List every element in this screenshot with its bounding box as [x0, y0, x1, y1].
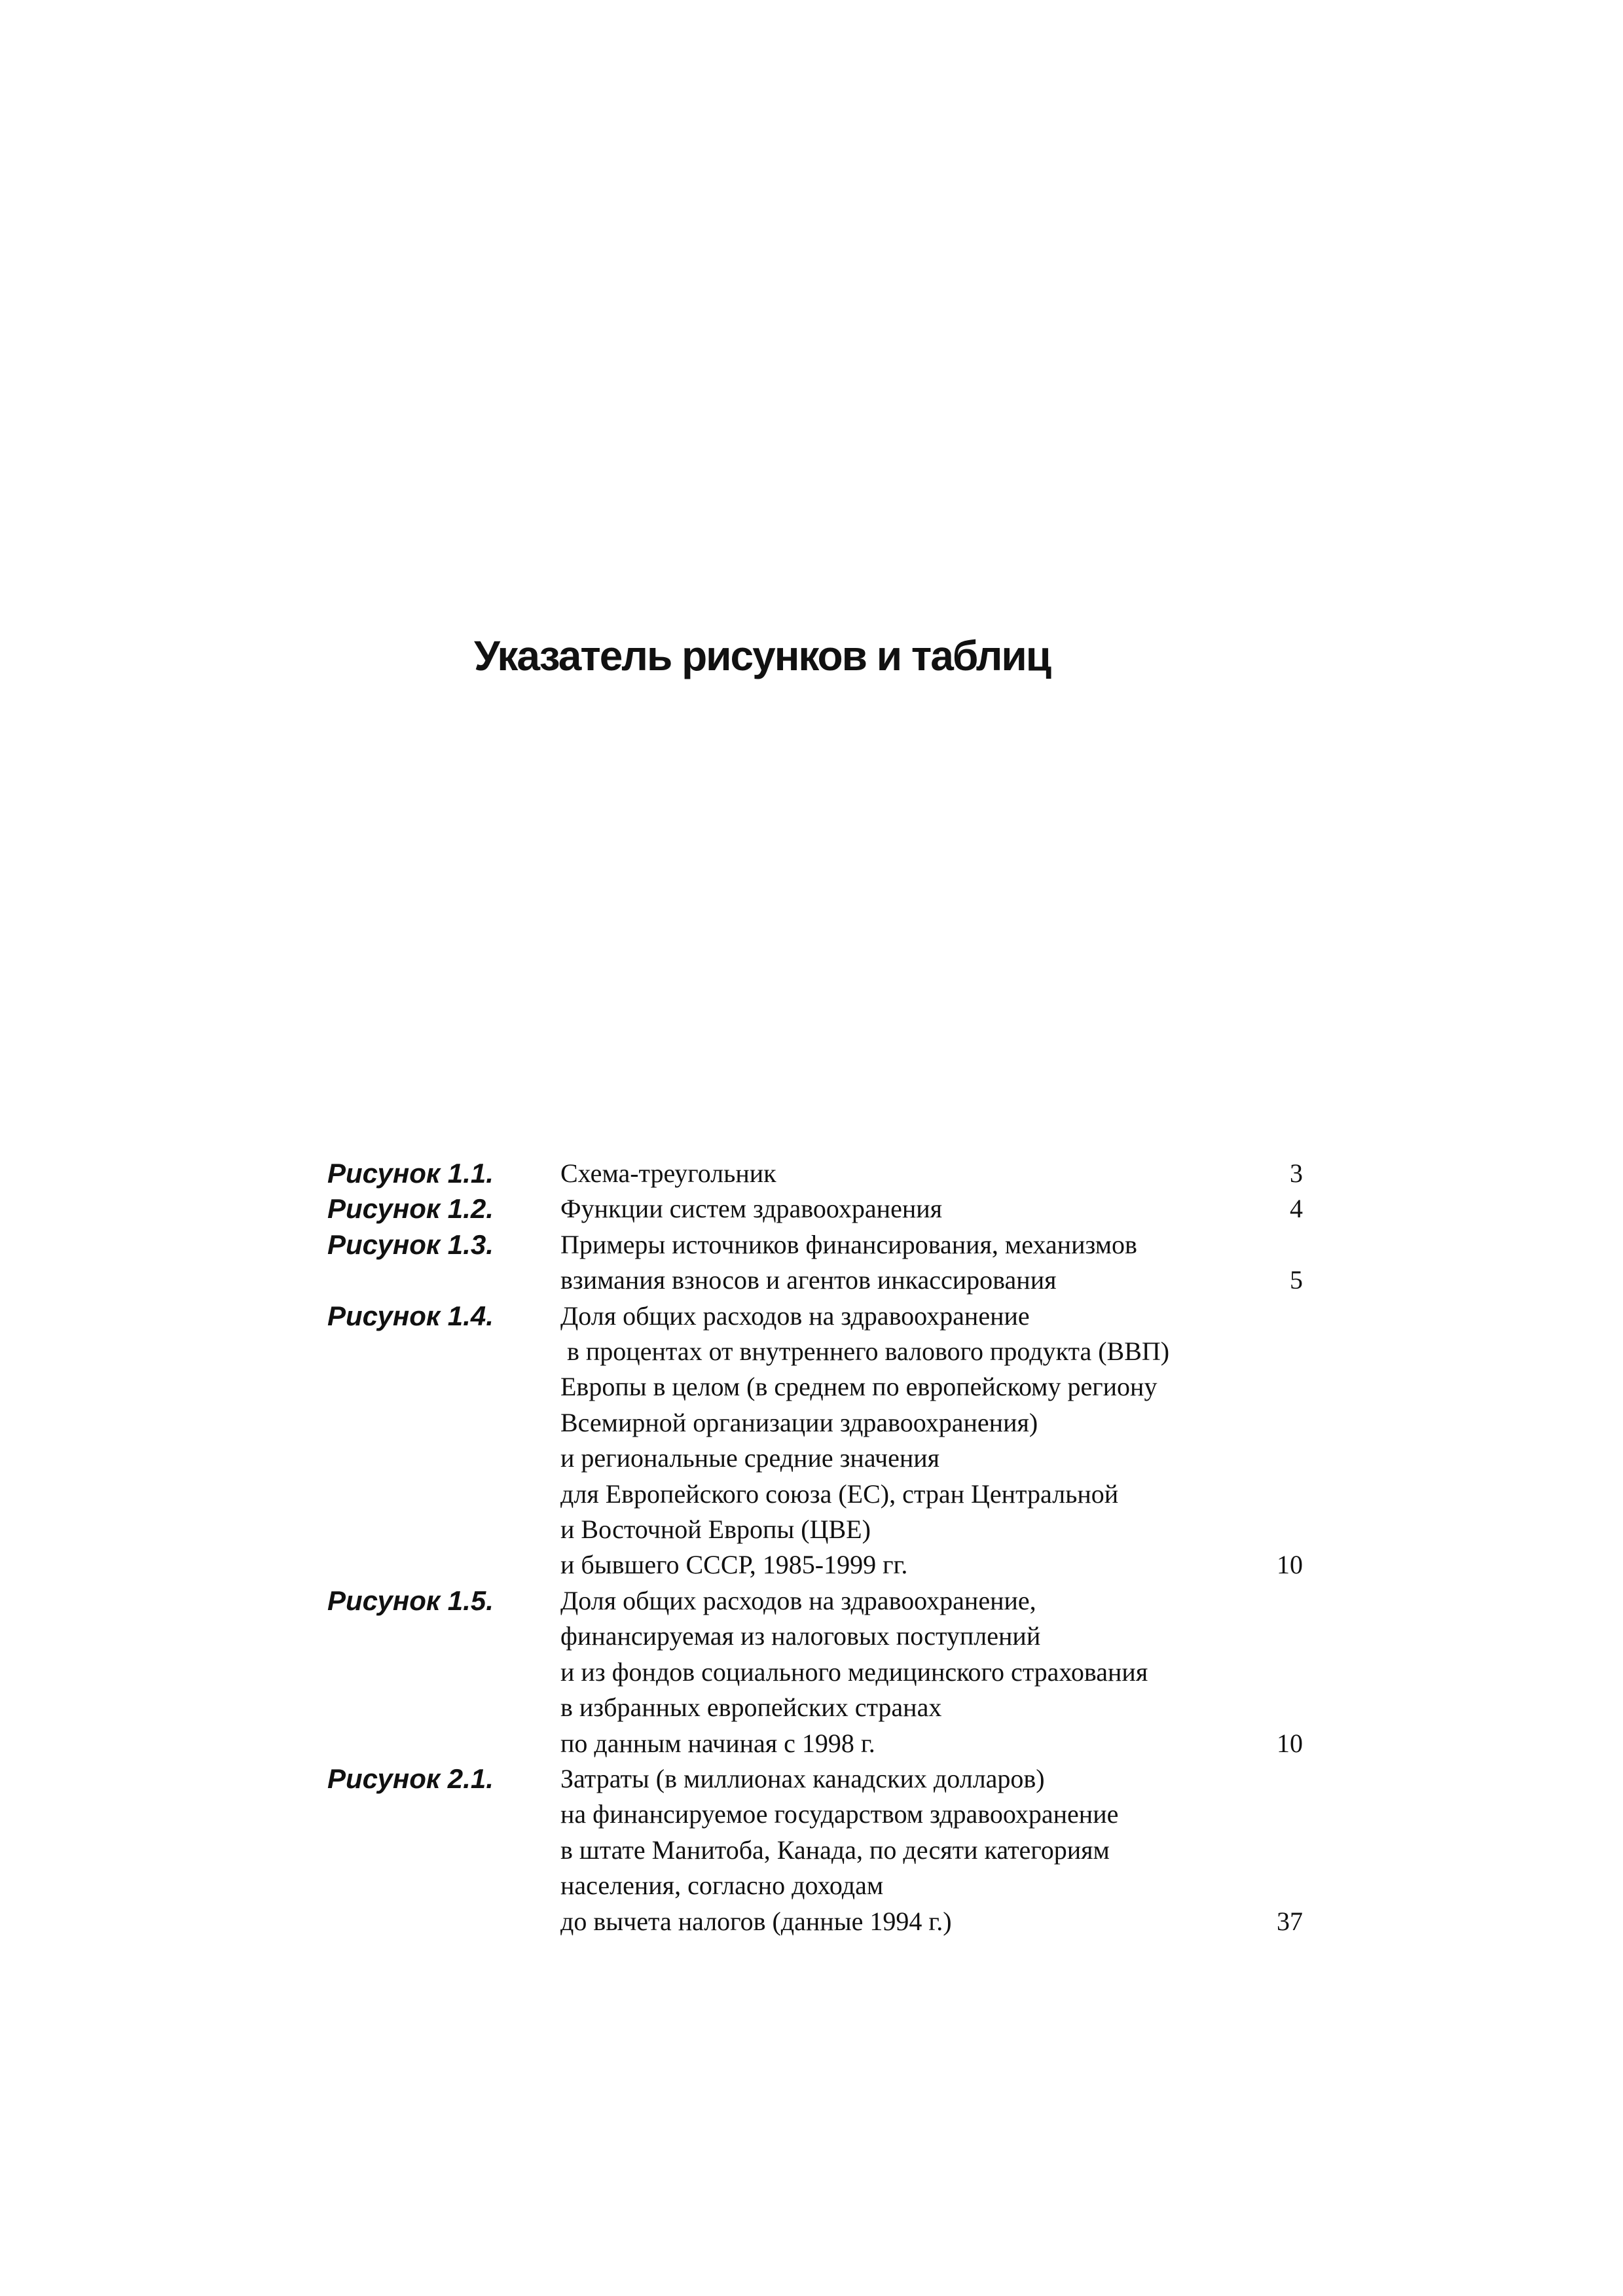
entry-line: и региональные средние значения: [560, 1443, 940, 1473]
entry-line: Доля общих расходов на здравоохранение: [560, 1300, 1030, 1331]
entry-page-number: 5: [1290, 1265, 1303, 1295]
entry-line: и бывшего СССР, 1985-1999 гг.: [560, 1550, 908, 1580]
entry-page-number: 10: [1277, 1550, 1303, 1580]
entry-line: Доля общих расходов на здравоохранение,: [560, 1585, 1036, 1615]
entry-line: в процентах от внутреннего валового продукта (ВВП): [567, 1336, 1170, 1367]
entry-line: Затраты (в миллионах канадских долларов): [560, 1763, 1045, 1793]
entry-label: Рисунок 1.4.: [327, 1300, 494, 1331]
entry-line: населения, согласно доходам: [560, 1871, 884, 1901]
entry-description: [560, 1227, 1222, 1299]
entry-page-number: 10: [1277, 1728, 1303, 1758]
entry-page-number: 3: [1290, 1158, 1303, 1188]
index-entry: [327, 1583, 1303, 1761]
index-entry: [327, 1761, 1303, 1939]
entry-line: в штате Манитоба, Канада, по десяти категориям: [560, 1835, 1110, 1865]
entry-label: Рисунок 1.2.: [327, 1193, 494, 1225]
index-entry: [327, 1191, 1303, 1227]
entry-label: Рисунок 1.5.: [327, 1585, 494, 1616]
entry-line: в избранных европейских странах: [560, 1693, 942, 1723]
entry-line: до вычета налогов (данные 1994 г.): [560, 1906, 952, 1936]
entry-label: Рисунок 1.3.: [327, 1229, 494, 1260]
entry-line: Схема-треугольник: [560, 1158, 776, 1188]
entry-description: [560, 1156, 1222, 1191]
entry-line: финансируемая из налоговых поступлений: [560, 1621, 1041, 1651]
entry-page-number: 4: [1290, 1194, 1303, 1224]
entry-line: и Восточной Европы (ЦВЕ): [560, 1515, 871, 1545]
entry-line: для Европейского союза (ЕС), стран Центральной: [560, 1479, 1119, 1509]
entry-line: и из фондов социального медицинского страхования: [560, 1657, 1148, 1687]
entry-description: [560, 1583, 1222, 1761]
entry-label: Рисунок 1.1.: [327, 1158, 494, 1189]
index-entry: [327, 1156, 1303, 1191]
index-entry: [327, 1299, 1303, 1583]
entry-description: [560, 1191, 1222, 1227]
page-title: Указатель рисунков и таблиц: [474, 632, 1051, 679]
entry-label: Рисунок 2.1.: [327, 1763, 494, 1794]
entry-line: Европы в целом (в среднем по европейскому региону: [560, 1372, 1158, 1402]
entry-line: Функции систем здравоохранения: [560, 1194, 943, 1224]
entry-line: взимания взносов и агентов инкассирования: [560, 1265, 1057, 1295]
entry-line: на финансируемое государством здравоохранение: [560, 1799, 1119, 1829]
entry-page-number: 37: [1277, 1906, 1303, 1936]
entry-line: Примеры источников финансирования, механизмов: [560, 1229, 1137, 1259]
figure-index: [327, 1156, 1303, 1939]
entry-description: [560, 1299, 1222, 1583]
entry-line: Всемирной организации здравоохранения): [560, 1407, 1038, 1437]
entry-line: по данным начиная с 1998 г.: [560, 1728, 875, 1758]
entry-description: [560, 1761, 1222, 1939]
index-entry: [327, 1227, 1303, 1299]
